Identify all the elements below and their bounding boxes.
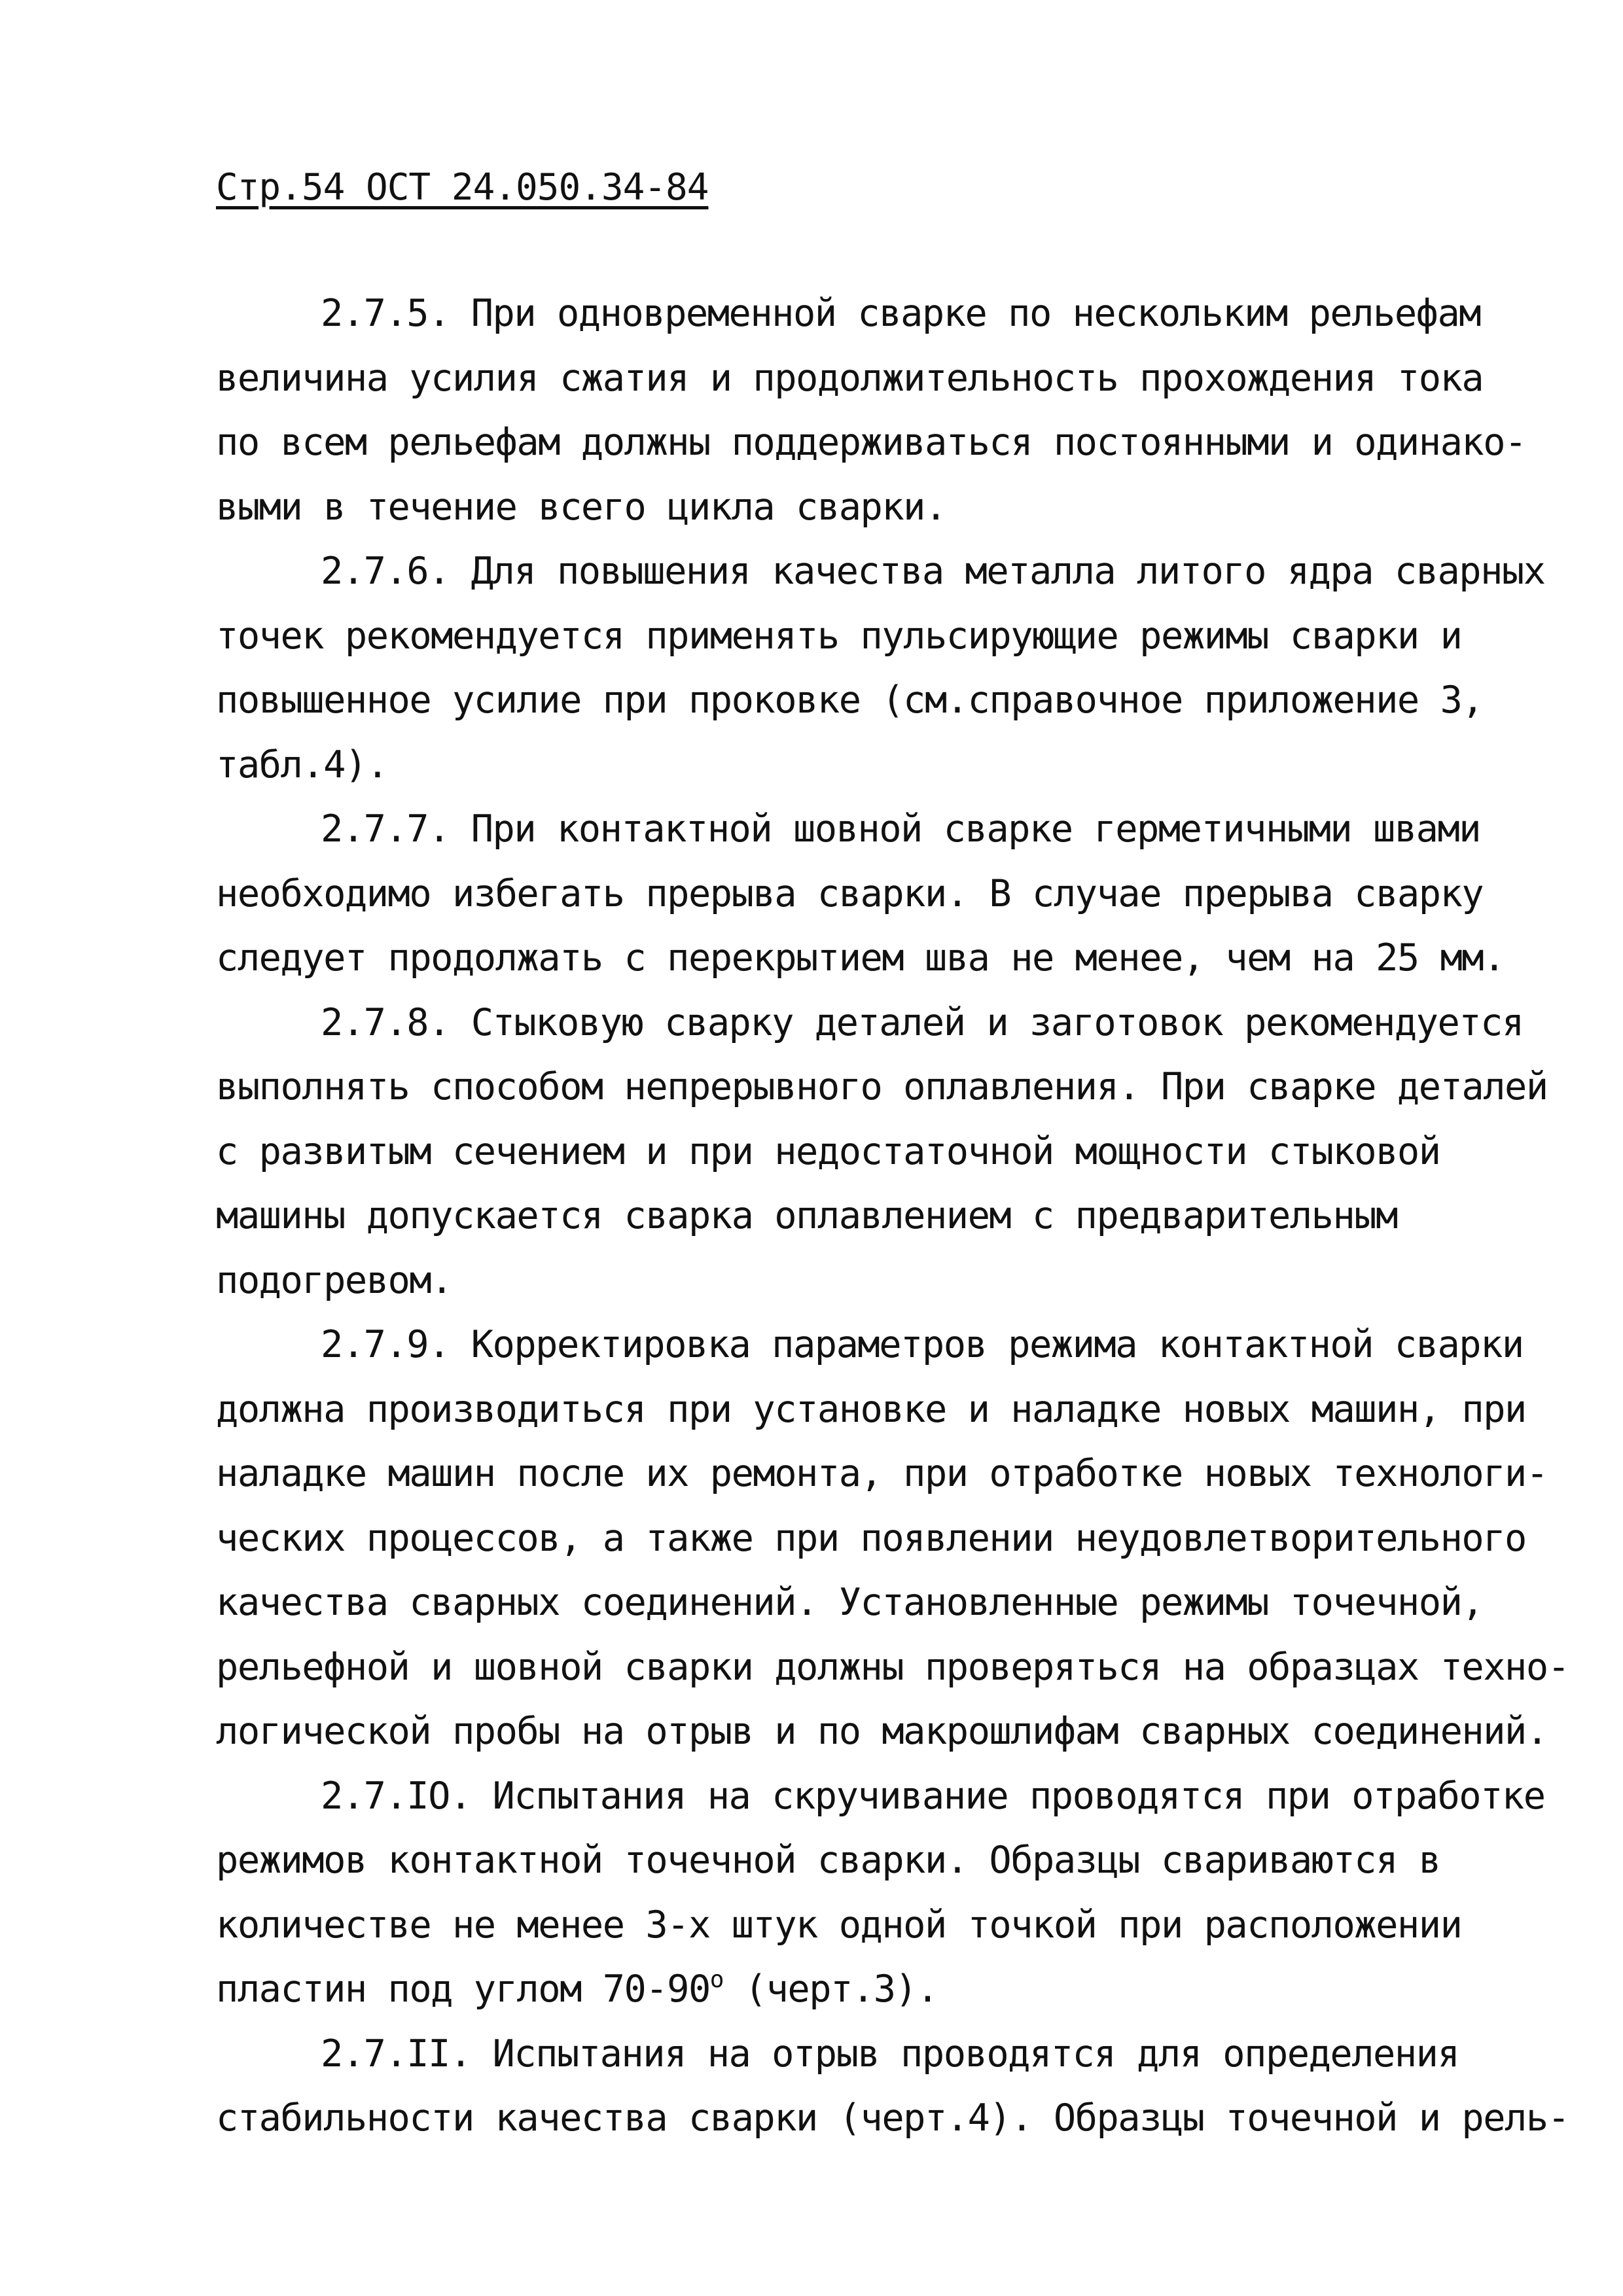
line-text: качества сварных соединений. Установленные режимы точечной, — [216, 1581, 1484, 1624]
line-text: 2.7.9. Корректировка параметров режима контактной сварки — [321, 1323, 1524, 1366]
text-line — [216, 1570, 1484, 1635]
text-line — [216, 1893, 1462, 1958]
line-text: повышенное усилие при проковке (см.справочное приложение 3, — [216, 679, 1484, 722]
body-text — [216, 281, 1569, 2151]
line-text: выми в течение всего цикла сварки. — [216, 485, 946, 529]
text-line — [216, 1184, 1446, 1248]
line-text: пластин под углом 70-90 — [216, 1968, 710, 2011]
paragraph-first-line — [216, 2022, 1459, 2087]
paragraph-first-line — [216, 281, 1481, 346]
line-text: выполнять способом непрерывного оплавления. При сварке деталей — [216, 1065, 1548, 1108]
line-text: рельефной и шовной сварки должны проверяться на образцах техно- — [216, 1645, 1569, 1689]
line-text-after: (черт.3). — [722, 1968, 938, 2011]
text-line — [216, 1377, 1526, 1442]
text-line — [216, 1506, 1526, 1571]
line-text: точек рекомендуется применять пульсирующие режимы сварки и — [216, 614, 1462, 658]
line-text: логической пробы на отрыв и по макрошлифам сварных соединений. — [216, 1710, 1548, 1753]
line-text: следует продолжать с перекрытием шва не менее, чем на 25 мм. — [216, 936, 1505, 980]
text-line — [216, 1248, 1446, 1313]
line-text: должна производиться при установке и наладке новых машин, при — [216, 1387, 1526, 1431]
line-text: табл.4). — [216, 743, 388, 786]
text-line — [216, 668, 1484, 733]
line-text: 2.7.8. Стыковую сварку деталей и заготовок рекомендуется — [321, 1000, 1524, 1044]
text-line — [216, 1828, 1446, 1893]
degree-superscript: o — [709, 1966, 723, 1993]
line-text: машины допускается сварка оплавлением с предварительным — [216, 1194, 1397, 1237]
paragraph-first-line — [216, 991, 1524, 1055]
paragraph-first-line — [216, 1764, 1545, 1829]
line-text: ческих процессов, а также при появлении неудовлетворительного — [216, 1516, 1526, 1560]
line-text: режимов контактной точечной сварки. Образцы свариваются в — [216, 1839, 1440, 1882]
text-line — [216, 346, 1484, 411]
text-line — [216, 1635, 1569, 1700]
line-text: с развитым сечением и при недостаточной мощности стыковой — [216, 1129, 1440, 1173]
line-text: 2.7.6. Для повышения качества металла литого ядра сварных — [321, 550, 1545, 593]
line-text: по всем рельефам должны поддерживаться постоянными и одинако- — [216, 421, 1526, 464]
line-text: наладке машин после их ремонта, при отработке новых технологи- — [216, 1452, 1548, 1495]
page-header: Стр.54 ОСТ 24.050.34-84 — [216, 166, 709, 209]
text-line — [216, 604, 1462, 669]
text-line — [216, 1055, 1548, 1120]
line-text: стабильности качества сварки (черт.4). Образцы точечной и рель- — [216, 2096, 1569, 2140]
paragraph-first-line — [216, 1313, 1524, 1377]
line-text: 2.7.5. При одновременной сварке по нескольким рельефам — [321, 292, 1481, 335]
paragraph-first-line — [216, 797, 1481, 862]
text-line — [216, 1957, 1446, 2022]
text-line — [216, 2086, 1569, 2151]
line-text: подогревом. — [216, 1258, 452, 1302]
line-text: необходимо избегать прерыва сварки. В случае прерыва сварку — [216, 872, 1484, 915]
line-text: величина усилия сжатия и продолжительность прохождения тока — [216, 356, 1484, 400]
text-line — [216, 733, 1446, 798]
paragraph-first-line — [216, 539, 1545, 604]
text-line — [216, 862, 1484, 927]
text-line — [216, 1441, 1548, 1506]
text-line — [216, 1699, 1548, 1764]
line-text: 2.7.IO. Испытания на скручивание проводятся при отработке — [321, 1774, 1545, 1818]
line-text: 2.7.7. При контактной шовной сварке герметичными швами — [321, 807, 1481, 851]
text-line — [216, 410, 1526, 475]
line-text: количестве не менее 3-х штук одной точкой при расположении — [216, 1903, 1462, 1947]
text-line — [216, 1120, 1446, 1184]
text-line — [216, 475, 1446, 540]
text-line — [216, 926, 1505, 991]
line-text: 2.7.II. Испытания на отрыв проводятся для определения — [321, 2032, 1459, 2075]
